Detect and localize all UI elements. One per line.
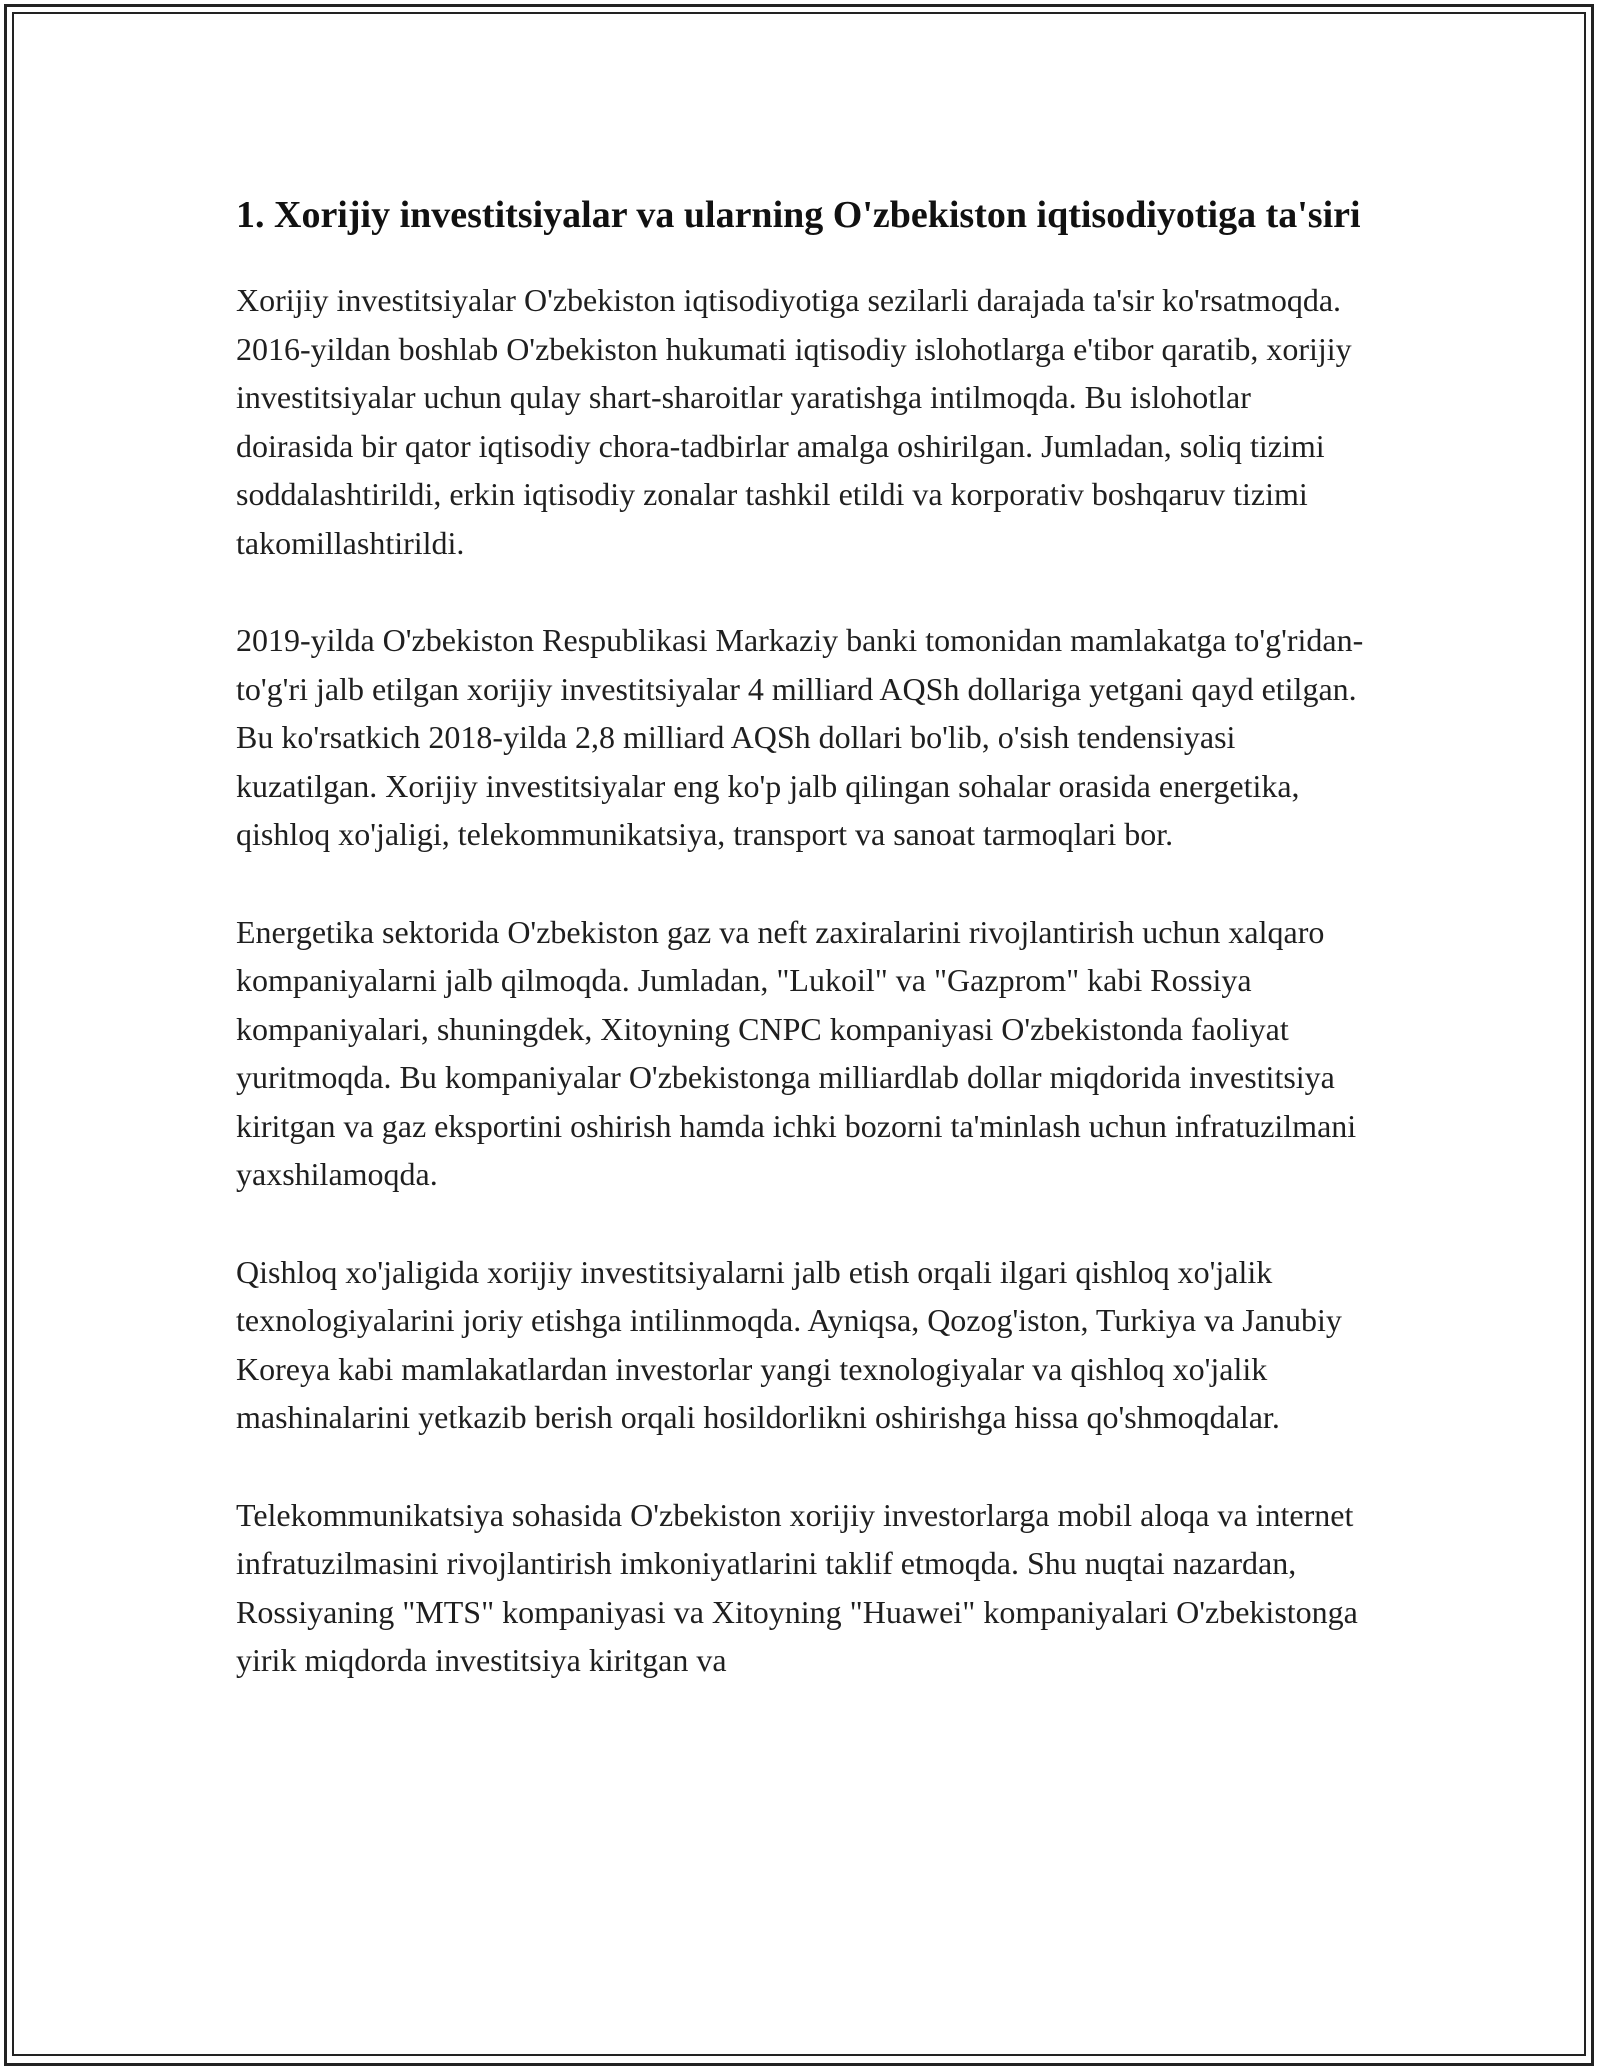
paragraph-agriculture: Qishloq xo'jaligida xorijiy investitsiyalarni jalb etish orqali ilgari qishloq xo'jalik texnologiyalarini joriy etishga intilinmoqda. Ayniqsa, Qozog'iston, Turkiya va Janubiy Koreya kabi mamlakatlardan investorlar yangi texnologiyalar va qishloq xo'jalik mashinalarini yetkazib berish orqali hosildorlikni oshirishga hissa qo'shmoqdalar. xyxy=(236,1253,1342,1435)
paragraph-telecommunications: Telekommunikatsiya sohasida O'zbekiston xorijiy investorlarga mobil aloqa va internet infratuzilmasini rivojlantirish imkoniyatlarini taklif etmoqda. Shu nuqtai nazardan, Rossiyaning "MTS" kompaniyasi va Xitoyning "Huawei" kompaniyalari O'zbekistonga yirik miqdorda investitsiya kiritgan va xyxy=(236,1496,1358,1678)
section-heading: 1. Xorijiy investitsiyalar va ularning O'zbekiston iqtisodiyotiga ta'siri xyxy=(236,194,1361,236)
paragraph-energy-sector: Energetika sektorida O'zbekiston gaz va neft zaxiralarini rivojlantirish uchun xalqaro kompaniyalarni jalb qilmoqda. Jumladan, "Lukoil" va "Gazprom" kabi Rossiya kompaniyalari, shuningdek, Xitoyning CNPC kompaniyasi O'zbekistonda faoliyat yuritmoqda. Bu kompaniyalar O'zbekistonga milliardlab dollar miqdorida investitsiya kiritgan va gaz eksportini oshirish hamda ichki bozorni ta'minlash uchun infratuzilmani yaxshilamoqda. xyxy=(236,913,1357,1192)
document-body xyxy=(236,188,1376,1734)
paragraph-2019-statistics: 2019-yilda O'zbekiston Respublikasi Markaziy banki tomonidan mamlakatga to'g'ridan-to'g'ri jalb etilgan xorijiy investitsiyalar 4 milliard AQSh dollariga yetgani qayd etilgan. Bu ko'rsatkich 2018-yilda 2,8 milliard AQSh dollari bo'lib, o'sish tendensiyasi kuzatilgan. Xorijiy investitsiyalar eng ko'p jalb qilingan sohalar orasida energetika, qishloq xo'jaligi, telekommunikatsiya, transport va sanoat tarmoqlari bor. xyxy=(236,622,1364,852)
paragraph-intro: Xorijiy investitsiyalar O'zbekiston iqtisodiyotiga sezilarli darajada ta'sir ko'rsatmoqda. 2016-yildan boshlab O'zbekiston hukumati iqtisodiy islohotlarga e'tibor qaratib, xorijiy investitsiyalar uchun qulay shart-sharoitlar yaratishga intilmoqda. Bu islohotlar doirasida bir qator iqtisodiy chora-tadbirlar amalga oshirilgan. Jumladan, soliq tizimi soddalashtirildi, erkin iqtisodiy zonalar tashkil etildi va korporativ boshqaruv tizimi takomillashtirildi. xyxy=(236,282,1352,561)
